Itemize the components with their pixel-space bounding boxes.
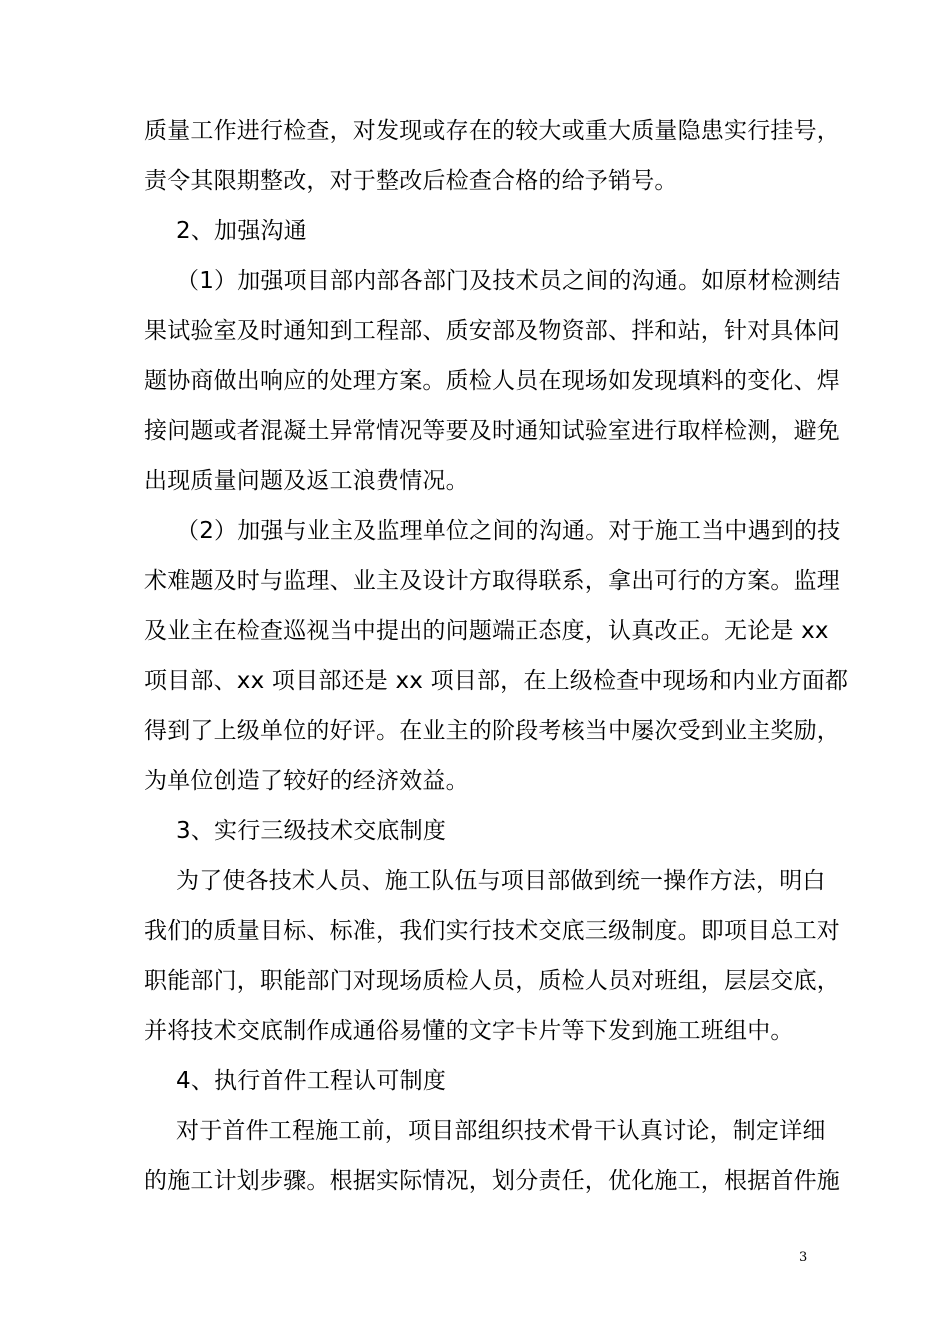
section-heading: 3、实行三级技术交底制度 — [176, 818, 447, 844]
paragraph-line: 对于首件工程施工前，项目部组织技术骨干认真讨论，制定详细 — [176, 1118, 826, 1144]
paragraph-line: 为单位创造了较好的经济效益。 — [144, 768, 469, 794]
paragraph-line: 项目部、xx 项目部还是 xx 项目部，在上级检查中现场和内业方面都 — [144, 668, 849, 694]
paragraph-line: 为了使各技术人员、施工队伍与项目部做到统一操作方法，明白 — [176, 868, 826, 894]
paragraph-line: 题协商做出响应的处理方案。质检人员在现场如发现填料的变化、焊 — [144, 368, 840, 394]
paragraph-line: 我们的质量目标、标准，我们实行技术交底三级制度。即项目总工对 — [144, 918, 840, 944]
paragraph-line: 出现质量问题及返工浪费情况。 — [144, 468, 469, 494]
paragraph-line: 果试验室及时通知到工程部、质安部及物资部、拌和站，针对具体问 — [144, 318, 840, 344]
section-heading: 2、加强沟通 — [176, 218, 307, 244]
paragraph-line: （1）加强项目部内部各部门及技术员之间的沟通。如原材检测结 — [176, 268, 841, 294]
paragraph-line: 术难题及时与监理、业主及设计方取得联系，拿出可行的方案。监理 — [144, 568, 840, 594]
paragraph-line: 接问题或者混凝土异常情况等要及时通知试验室进行取样检测，避免 — [144, 418, 840, 444]
page-number: 3 — [799, 1250, 808, 1265]
paragraph-line: 并将技术交底制作成通俗易懂的文字卡片等下发到施工班组中。 — [144, 1018, 794, 1044]
paragraph-line: 及业主在检查巡视当中提出的问题端正态度，认真改正。无论是 xx — [144, 618, 829, 644]
paragraph-line: 得到了上级单位的好评。在业主的阶段考核当中屡次受到业主奖励， — [144, 718, 840, 744]
paragraph-line: 质量工作进行检查，对发现或存在的较大或重大质量隐患实行挂号， — [144, 118, 840, 144]
paragraph-line: 责令其限期整改，对于整改后检查合格的给予销号。 — [144, 168, 678, 194]
section-heading: 4、执行首件工程认可制度 — [176, 1068, 447, 1094]
paragraph-line: （2）加强与业主及监理单位之间的沟通。对于施工当中遇到的技 — [176, 518, 841, 544]
paragraph-line: 职能部门，职能部门对现场质检人员，质检人员对班组，层层交底， — [144, 968, 840, 994]
paragraph-line: 的施工计划步骤。根据实际情况，划分责任，优化施工，根据首件施 — [144, 1168, 840, 1194]
